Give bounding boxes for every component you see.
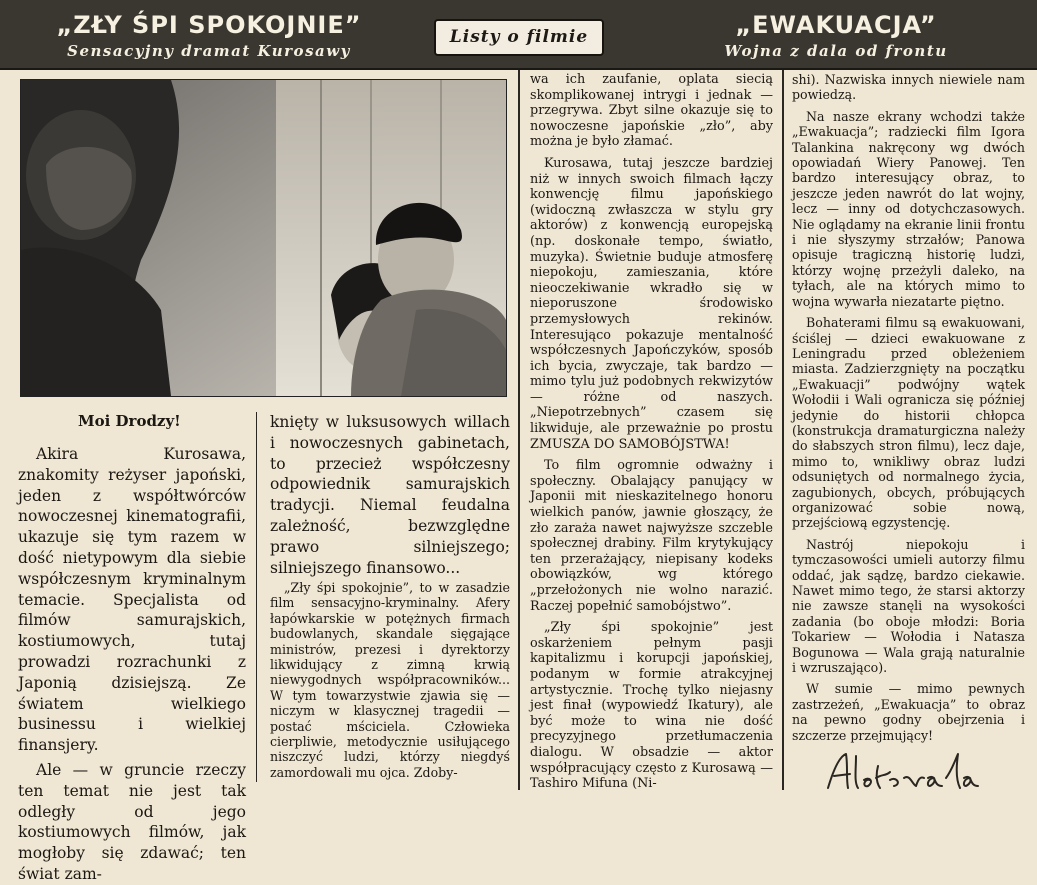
right-heading — [646, 10, 1026, 62]
column-4 — [792, 72, 1025, 744]
col4-paragraph-1: shi). Nazwiska innych niewiele nam powiedzą. — [792, 72, 1025, 103]
right-title: „EWAKUACJA” — [735, 11, 937, 39]
column-divider — [782, 70, 784, 790]
column-3 — [530, 72, 773, 792]
column-divider — [256, 412, 257, 782]
film-still-photo — [20, 79, 507, 397]
newspaper-header — [0, 0, 1037, 70]
col4-paragraph-5: W sumie — mimo pewnych zastrzeżeń, „Ewakuacja” to obraz na pewno godny obejrzenia i szczerze przejmujący! — [792, 681, 1025, 743]
col3-paragraph-3: To film ogromnie odważny i społeczny. Obalający panujący w Japonii mit nieskazitelnego honoru wielkich panów, jawnie głoszący, że zło zaraża nawet najwyższe szczeble społecznej drabiny. Film krytykujący ten przerażający, niepisany kodeks obowiązków, wg którego „przełożonych nie wolno narazić. Raczej popełnić samobójstwo”. — [530, 458, 773, 614]
author-signature — [820, 748, 980, 798]
col1-paragraph-1: Akira Kurosawa, znakomity reżyser japoński, jeden z współtwórców nowoczesnej kinematografii, ukazuje się tym razem w dość nietypowym dla siebie współczesnym kryminalnym temacie. Specjalista od filmów samurajskich, kostiumowych, tutaj prowadzi rozrachunki z Japonią dzisiejszą. Ze światem wielkiego businessu i wielkiej finansjery. — [18, 445, 246, 755]
col4-paragraph-3: Bohaterami filmu są ewakuowani, ściślej — dzieci ewakuowane z Leningradu przed obleżeniem miasta. Zadzierzgnięty na początku „Ewakuacji” podwójny wątek Wołodii i Wali ogranicza się później jedynie do historii chłopca (konstrukcja dramaturgiczna należy do słabszych stron filmu), lecz daje, mimo to, wnikliwy obraz ludzi odsuniętych od normalnego życia, zagubionych, obcych, próbujących organizować sobie nową, przejściową egzystencję. — [792, 315, 1025, 531]
column-2-top — [270, 412, 510, 578]
greeting: Moi Drodzy! — [78, 412, 181, 430]
left-title: „ZŁY ŚPI SPOKOJNIE” — [56, 11, 362, 39]
col1-paragraph-2: Ale — w gruncie rzeczy ten temat nie jest tak odległy od jego kostiumowych filmów, jak mogłoby się zdawać; ten świat zam- — [18, 760, 246, 883]
col3-paragraph-1: wa ich zaufanie, oplata siecią skomplikowanej intrygi i jednak — przegrywa. Zbyt silne okazuje się to nowoczesne japońskie „zło”, aby można je było złamać. — [530, 72, 773, 150]
col2-paragraph-2: „Zły śpi spokojnie”, to w zasadzie film sensacyjno-kryminalny. Afery łapówkarskie w potężnych firmach budowlanych, skandale sięgające ministrów, prezesi i dyrektorzy likwidujący z zimną krwią niewygodnych współpracowników... W tym towarzystwie zjawia się — niczym w klasycznej tragedii — postać mściciela. Człowieka cierpliwie, metodycznie usiłującego niszczyć ludzi, którzy niegdyś zamordowali mu ojca. Zdoby- — [270, 580, 510, 780]
left-subtitle: Sensacyjny dramat Kurosawy — [67, 42, 351, 60]
right-subtitle: Wojna z dala od frontu — [724, 42, 948, 60]
col3-paragraph-2: Kurosawa, tutaj jeszcze bardziej niż w innych swoich filmach łączy konwencję filmu japońskiego (widoczną zwłaszcza w stylu gry aktorów) z konwencją europejską (np. doskonałe tempo, światło, muzyka). Świetnie buduje atmosferę niepokoju, zamieszania, które nieoczekiwanie wkradło się w nieporuszone środowisko przemysłowych rekinów. Interesująco pokazuje mentalność współczesnych Japończyków, sposób ich bycia, zwyczaje, tak bardzo — mimo tylu już podobnych rekwizytów — różne od naszych. „Niepotrzebnych” czasem się likwiduje, ale przeważnie po prostu ZMUSZA DO SAMOBÓJSTWA! — [530, 155, 773, 452]
left-heading — [14, 10, 404, 62]
film-still-image — [21, 80, 506, 396]
column-2-bottom — [270, 580, 510, 785]
col2-paragraph-1: knięty w luksusowych willach i nowoczesnych gabinetach, to przecież współczesny odpowiednik samurajskich tradycji. Niemal feudalna zależność, bezwzględne prawo silniejszego; silniejszego finansowo... — [270, 413, 510, 577]
col4-paragraph-4: Nastrój niepokoju i tymczasowości umieli autorzy filmu oddać, jak sądzę, bardzo ciekawie. Nawet mimo tego, że starsi aktorzy nie zawsze stanęli na wysokości zadania (bo oboje młodzi: Boria Tokariew — Wołodia i Natasza Bogunowa — Wala grają naturalnie i wzruszająco). — [792, 536, 1025, 676]
column-divider — [518, 70, 520, 790]
col4-paragraph-2: Na nasze ekrany wchodzi także „Ewakuacja”; radziecki film Igora Talankina nakręcony wg dwóch opowiadań Wiery Panowej. Ten bardzo interesujący obraz, to jeszcze jeden nawrót do lat wojny, lecz — inny od dotychczasowych. Nie oglądamy na ekranie linii frontu i nie słyszymy strzałów; Panowa opisuje tragiczną historię ludzi, którzy wojnę przeżyli daleko, na tyłach, ale na których mimo to wojna wywarła niezatarte piętno. — [792, 108, 1025, 309]
section-badge: Listy o filmie — [434, 19, 604, 56]
col3-paragraph-4: „Zły śpi spokojnie” jest oskarżeniem pełnym pasji kapitalizmu i korupcji japońskiej, podanym w formie atrakcyjnej artystycznie. Trochę tylko niejasny jest finał (wypowiedź Ikatury), ale być może to wina nie dość precyzyjnego przetłumaczenia dialogu. W obsadzie — aktor współpracujący często z Kurosawą — Tashiro Mifuna (Ni- — [530, 620, 773, 792]
column-1 — [18, 444, 246, 883]
signature-image — [820, 748, 980, 798]
